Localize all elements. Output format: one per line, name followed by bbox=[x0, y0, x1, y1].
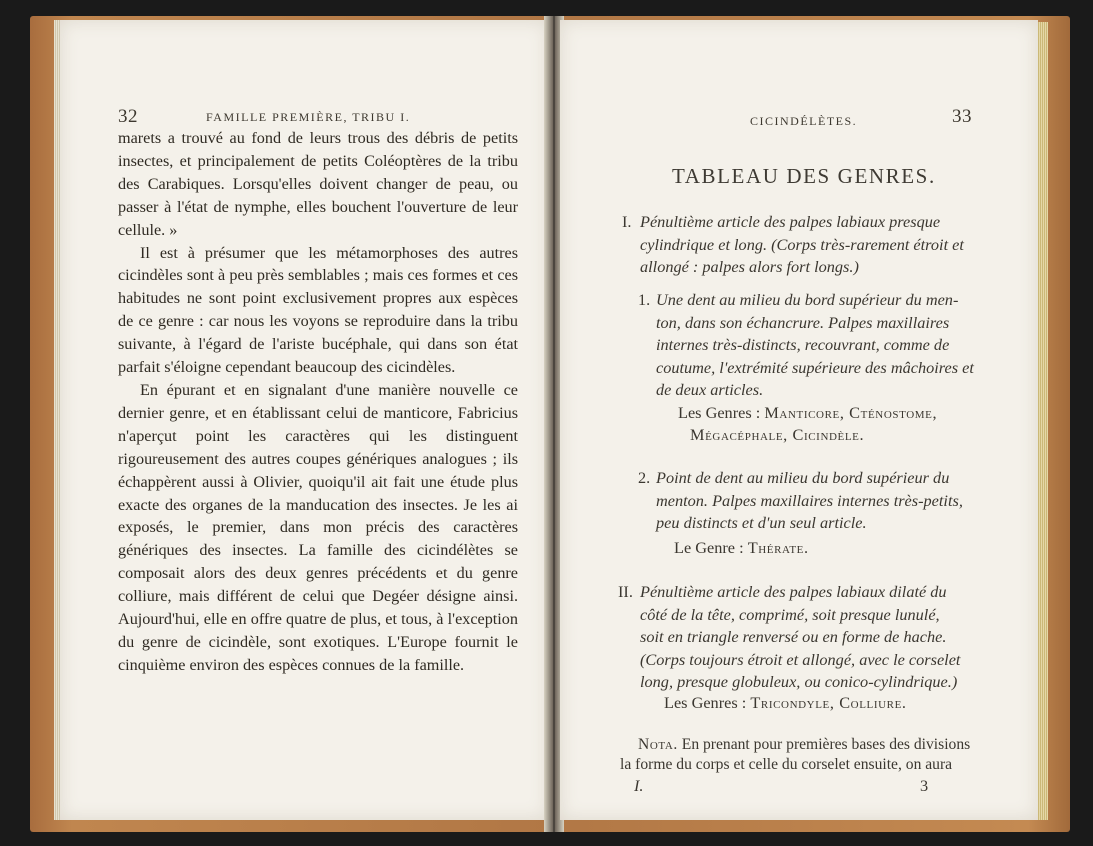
genre-names: Tricondyle, Colliure. bbox=[750, 693, 907, 712]
text-line: Point de dent au milieu du bord supérieur du bbox=[656, 468, 950, 487]
section-I bbox=[622, 211, 1020, 279]
left-page bbox=[60, 20, 548, 820]
genre-label: Le Genre : bbox=[674, 538, 748, 557]
item-2 bbox=[638, 467, 1026, 535]
right-running-title: CICINDÉLÈTES. bbox=[750, 114, 858, 128]
text-line: Pénultième article des palpes labiaux presque bbox=[640, 212, 941, 231]
text-line: allongé : palpes alors fort longs.) bbox=[640, 257, 859, 277]
nota-label: Nota. bbox=[638, 736, 678, 753]
left-running-head bbox=[118, 106, 528, 128]
right-page-number: 33 bbox=[952, 106, 972, 127]
text-line: peu distincts et d'un seul article. bbox=[656, 513, 867, 533]
genre-names: Mégacéphale, Cicindèle. bbox=[690, 425, 865, 444]
text-line: soit en triangle renversé ou en forme de hache. bbox=[640, 627, 947, 647]
paragraph: En épurant et en signalant d'une manière nouvelle ce dernier genre, et en établissant celui de manticore, Fabricius n'aperçut point les caractères qui les distinguent rigoureusement des autres coupes génériques analogues ; ils échappèrent aussi à Olivier, quoiqu'il ait fait une étude plus exacte des organes de la manducation des insectes. Je les ai exposés, le premier, dans mon précis des caractères génériques des insectes. La famille des cicindélètes se composait alors des deux genres précédents et du genre colliure, mais différent de celui que Degéer désigne ainsi. Aujourd'hui, elle en offre quatre de plus, et tous, à l'exception du genre de cicindèle, sont exotiques. L'Europe fournit le cinquième environ des espèces connues de la famille. bbox=[118, 380, 518, 674]
text-line: la forme du corps et celle du corselet ensuite, on aura bbox=[620, 756, 953, 773]
text-line: de deux articles. bbox=[656, 380, 764, 400]
text-line: cylindrique et long. (Corps très-rarement étroit et bbox=[640, 234, 964, 254]
text-line: coutume, l'extrémité supérieure des mâchoires et bbox=[656, 357, 974, 377]
text-line: côté de la tête, comprimé, soit presque lunulé, bbox=[640, 604, 940, 624]
text-line: ton, dans son échancrure. Palpes maxillaires bbox=[656, 312, 950, 332]
left-page-number: 32 bbox=[118, 106, 138, 127]
text-line: internes très-distincts, recouvrant, comme de bbox=[656, 335, 950, 355]
genres-label: Les Genres : bbox=[678, 403, 765, 422]
text-line: long, presque globuleux, ou conico-cylindrique.) bbox=[640, 672, 958, 692]
genres-1 bbox=[678, 402, 1028, 446]
text-line: (Corps toujours étroit et allongé, avec le corselet bbox=[640, 649, 961, 669]
genres-3 bbox=[664, 692, 907, 715]
text-line: menton. Palpes maxillaires internes très-petits, bbox=[656, 490, 963, 510]
nota bbox=[620, 735, 1030, 775]
genre-names: Manticore, Cténostome, bbox=[764, 403, 938, 422]
signature-number: 3 bbox=[920, 776, 929, 795]
signature-mark: I. bbox=[634, 776, 644, 795]
text-line: En prenant pour premières bases des divisions bbox=[677, 736, 971, 753]
left-running-title: FAMILLE PREMIÈRE, TRIBU I. bbox=[206, 110, 411, 124]
right-page bbox=[560, 20, 1038, 820]
genres-2 bbox=[674, 537, 809, 560]
paragraph: marets a trouvé au fond de leurs trous des débris de petits insectes, et principalement de petits Coléoptères de la tribu des Carabiques. Lorsqu'elles doivent changer de peau, ou passer à l'état de nymphe, elles bouchent l'ouverture de leur cellule. » bbox=[118, 129, 518, 239]
section-marker: II. bbox=[618, 582, 633, 601]
section-marker: I. bbox=[622, 212, 632, 231]
paragraph: Il est à présumer que les métamorphoses des autres cicindèles sont à peu près semblables ; mais ces formes et ces habitudes ne sont point exclusivement propres aux espèces de ce genre : car nous les voyons se reproduire dans la tribu suivante, à l'égard de l'ariste bucéphale, qui dans son état parfait s'éloigne cependant beaucoup des cicindèles. bbox=[118, 243, 518, 377]
section-II bbox=[618, 581, 1022, 694]
genre-names: Thérate. bbox=[747, 538, 809, 557]
item-marker: 2. bbox=[638, 468, 651, 487]
item-1 bbox=[638, 289, 1026, 402]
genres-label: Les Genres : bbox=[664, 693, 751, 712]
table-heading: TABLEAU DES GENRES. bbox=[672, 164, 936, 188]
text-line: Une dent au milieu du bord supérieur du men- bbox=[656, 290, 959, 309]
left-body-text bbox=[118, 127, 518, 677]
item-marker: 1. bbox=[638, 290, 651, 309]
text-line: Pénultième article des palpes labiaux dilaté du bbox=[640, 582, 947, 601]
